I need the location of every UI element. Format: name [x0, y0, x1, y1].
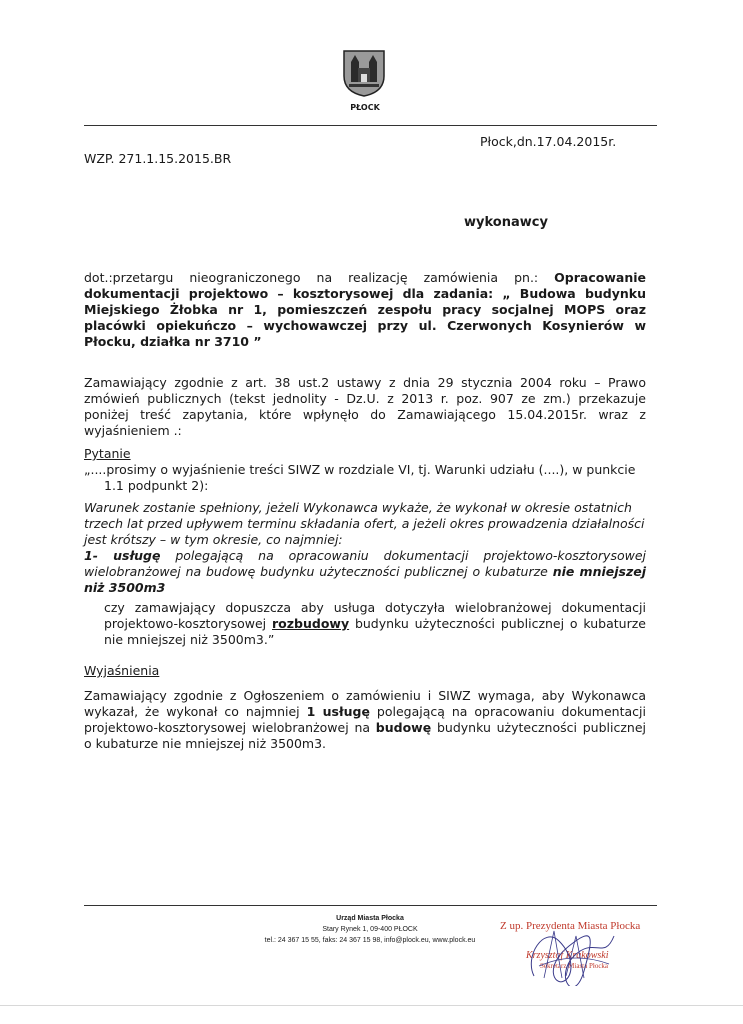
subject-paragraph	[84, 270, 646, 350]
scan-edge	[0, 1005, 743, 1006]
answer-bold2: budowę	[375, 720, 432, 735]
question-quote	[84, 462, 646, 494]
reference-number: WZP. 271.1.15.2015.BR	[84, 151, 232, 166]
answer-part2: polegającą na opracowaniu dokumentacji projektowo-kosztorysowej wielobranżowej na	[84, 704, 646, 735]
question-item-service: 1- usługę	[84, 548, 161, 563]
answer-bold1: 1 usługę	[306, 704, 370, 719]
question-item	[84, 548, 646, 596]
question-heading: Pytanie	[84, 446, 131, 461]
addressee: wykonawcy	[464, 215, 548, 230]
city-label: PŁOCK	[350, 103, 380, 112]
question-ask-keyword: rozbudowy	[272, 616, 350, 631]
answer-part3: budynku użyteczności publicznej o kubaturze nie mniejszej niż 3500m3.	[84, 720, 646, 751]
stamp-name: Krzysztof Krakowski	[526, 950, 609, 961]
answer-heading: Wyjaśnienia	[84, 663, 160, 678]
question-ask-before: czy zamawjający dopuszcza aby usługa dotyczyła wielobranżowej dokumentacji projektowo-kosztorysowej	[104, 600, 646, 631]
question-quote-line2: 1.1 podpunkt 2):	[104, 478, 209, 493]
footer-contact: tel.: 24 367 15 55, faks: 24 367 15 98, info@plock.eu, www.plock.eu	[264, 937, 476, 944]
answer-paragraph	[84, 688, 646, 752]
header-rule	[84, 125, 657, 126]
stamp-authority: Z up. Prezydenta Miasta Płocka	[500, 920, 641, 932]
footer-rule	[84, 905, 657, 906]
official-stamp	[500, 916, 670, 986]
subject-title: Opracowanie dokumentacji projektowo – kosztorysowej dla zadania: „ Budowa budynku Miejskiego Żłobka nr 1, pomieszczeń zespołu pracy socjalnej MOPS oraz placówki opiekuńczo – wychowawczej przy ul. Czerwonych Kosynierów w Płocku, działka nr 3710 ”	[84, 270, 646, 349]
question-ask-after: budynku użyteczności publicznej o kubaturze nie mniejszej niż 3500m3.”	[104, 616, 646, 647]
city-crest-logo	[341, 48, 387, 98]
stamp-role: Sekretarz Miasta Płocka	[540, 962, 609, 970]
question-condition: Warunek zostanie spełniony, jeżeli Wykonawca wykaże, że wykonał w okresie ostatnich trzech lat przed upływem terminu składania ofert, a jeżeli okres prowadzenia działalności jest krótszy – w tym okresie, co najmniej:	[84, 500, 645, 547]
handwritten-signature	[514, 916, 634, 986]
footer-address: Stary Rynek 1, 09-400 PŁOCK	[322, 926, 418, 933]
answer-part1: Zamawiający zgodnie z Ogłoszeniem o zamówieniu i SIWZ wymaga, aby Wykonawca wykazał, że wykonał co najmniej	[84, 688, 646, 719]
intro-paragraph: Zamawiający zgodnie z art. 38 ust.2 ustawy z dnia 29 stycznia 2004 roku – Prawo zmówień publicznych (tekst jednolity - Dz.U. z 2013 r. poz. 907 ze zm.) przekazuje poniżej treść zapytania, które wpłynęło do Zamawiającego 15.04.2015r. wraz z wyjaśnieniem .:	[84, 375, 646, 438]
question-ask	[104, 600, 646, 648]
question-quote-line1: „....prosimy o wyjaśnienie treści SIWZ w rozdziale VI, tj. Warunki udziału (....), w punkcie	[84, 462, 636, 477]
question-item-volume: nie mniejszej niż 3500m3	[84, 564, 646, 595]
footer	[240, 913, 500, 946]
question-item-text: polegającą na opracowaniu dokumentacji projektowo-kosztorysowej wielobranżowej na budowę budynku użyteczności publicznej o kubaturze	[84, 548, 646, 579]
subject-prefix: dot.:przetargu nieograniczonego na realizację zamówienia pn.:	[84, 270, 555, 285]
place-date: Płock,dn.17.04.2015r.	[480, 134, 617, 149]
footer-office: Urząd Miasta Płocka	[336, 915, 404, 922]
